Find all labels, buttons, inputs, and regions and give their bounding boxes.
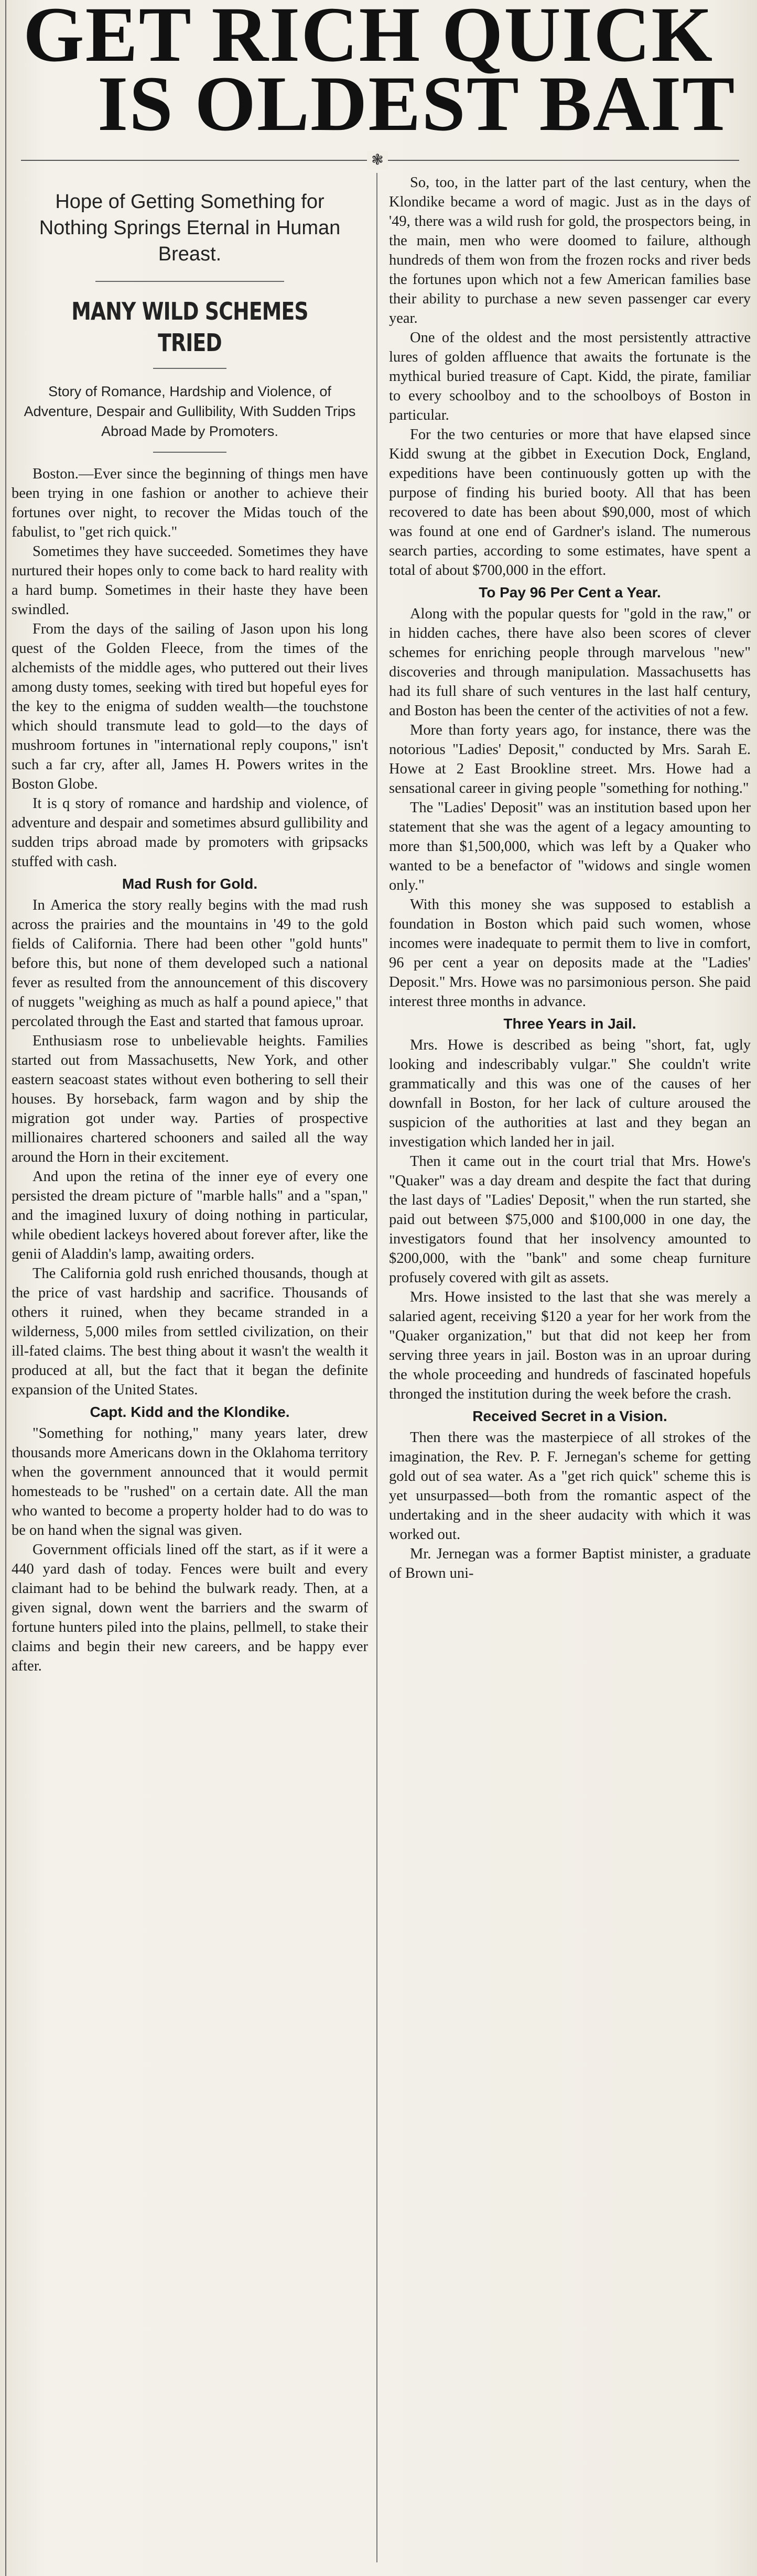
paragraph: The California gold rush enriched thousands, though at the price of vast hardship and sacrifice. Thousands of others it ruined, when they became stranded in a wilderness, 5,000 miles from settled civilization, on their ill-fated claims. The best thing about it wasn't the wealth it produced at all, but the fact that it began the definite expansion of the United States. [12,1265,368,1398]
paragraph: The "Ladies' Deposit" was an institution based upon her statement that she was the agent of a legacy amounting to more than $1,500,000, which was left by a Quaker who wanted to be a benefactor of "widows and single women only." [389,800,751,893]
paragraph: And upon the retina of the inner eye of every one persisted the dream picture of "marble halls" and a "span," and the imagined luxury of doing nothing in particular, while obedient lackeys hovered about forever after, like the genii of Aladdin's lamp, awaiting orders. [12,1169,368,1262]
paragraph: Along with the popular quests for "gold in the raw," or in hidden caches, there have also been scores of clever schemes for enriching people through marvelous "new" discoveries and through manipulation. Massachusetts has had its full share of such ventures in the last half century, and Boston has been the center of the activities of not a few. [389,606,751,719]
deck-two: MANY WILD SCHEMES TRIED [71,297,308,357]
deck-one: Hope of Getting Something for Nothing Springs Eternal in Human Breast. [39,191,341,265]
deck-separator [95,281,284,282]
right-column [389,173,751,2568]
paragraph: More than forty years ago, for instance, there was the notorious "Ladies' Deposit," conducted by Mrs. Sarah E. Howe at 2 East Brookline street. Mrs. Howe had a sensational career in giving people "something for nothing." [389,722,751,796]
deck-separator [153,368,226,369]
paragraph: It is q story of romance and hardship and violence, of adventure and despair and sometimes absurd gullibility and sudden trips abroad made by promoters with gripsacks stuffed with cash. [12,795,368,870]
headline-line-2: IS OLDEST BAIT [98,60,736,147]
deck-separator [153,452,226,453]
paragraph: Mrs. Howe insisted to the last that she was merely a salaried agent, receiving $120 a year for her work from the "Quaker organization," but that did not keep her from serving three years in jail. Boston was in an uproar during the whole proceeding and hundreds of fascinated hopefuls thronged the institution during the week before the crash. [389,1289,751,1402]
section-heading: Capt. Kidd and the Klondike. [90,1404,290,1420]
headline-line-1: GET RICH QUICK [23,0,714,78]
paragraph: "Something for nothing," many years later, drew thousands more Americans down in the Oklahoma territory when the government announced that it would permit homesteads to be "rushed" on a certain date. All the man who wanted to become a property holder had to do was to be on hand when the signal was given. [12,1425,368,1538]
left-margin-rule [5,0,6,2576]
paragraph: With this money she was supposed to establish a foundation in Boston which paid such women, whose incomes were inadequate to permit them to live in comfort, 96 per cent a year on deposits made at the "Ladies' Deposit." Mrs. Howe was no parsimonious person. She paid interest three months in advance. [389,897,751,1010]
left-column [12,173,368,2568]
paragraph: Enthusiasm rose to unbelievable heights. Families started out from Massachusetts, New York, and other eastern seacoast states without even bothering to sell their houses. By horseback, farm wagon and by ship the migration got under way. Parties of prospective millionaires chartered schooners and sailed all the way around the Horn in their excitement. [12,1033,368,1165]
paragraph: Government officials lined off the start, as if it were a 440 yard dash of today. Fences were built and every claimant had to be behind the bulwark ready. Then, at a given signal, down went the barriers and the swarm of fortune hunters piled into the plains, pellmell, to stake their claims and begin their new careers, and be happy ever after. [12,1542,368,1674]
section-heading: Three Years in Jail. [503,1016,636,1032]
ornament-icon: ❃ [367,151,388,170]
section-heading: Received Secret in a Vision. [472,1408,667,1424]
paragraph: So, too, in the latter part of the last century, when the Klondike became a word of magic. Just as in the days of '49, there was a wild rush for gold, the prospectors being, in the main, men who were doomed to failure, although hundreds of them won from the frozen rocks and river beds the fortunes upon which not a few American families base their ability to purchase a new seven passenger car every year. [389,174,751,326]
paragraph: From the days of the sailing of Jason upon his long quest of the Golden Fleece, from the times of the alchemists of the middle ages, who puttered out their lives among dusty tomes, seeking with tired but hopeful eyes for the key to the enigma of sudden wealth—the touchstone which should transmute lead to gold—to the days of mushroom fortunes in "international reply coupons," isn't such a far cry, after all, James H. Powers writes in the Boston Globe. [12,621,368,792]
section-heading: To Pay 96 Per Cent a Year. [479,584,661,601]
paragraph: Boston.—Ever since the beginning of things men have been trying in one fashion or another to achieve their fortunes over night, to recover the Midas touch of the fabulist, to "get rich quick." [12,466,368,540]
paragraph: Then it came out in the court trial that Mrs. Howe's "Quaker" was a day dream and despite the fact that during the last days of "Ladies' Deposit," when the run started, she paid out between $75,000 and $100,000 in one day, the investigators found that her insolvency amounted to $200,000, with the "bank" and some cheap furniture profusely covered with gilt as assets. [389,1153,751,1286]
paragraph: For the two centuries or more that have elapsed since Kidd swung at the gibbet in Execution Dock, England, expeditions have been continuously gotten up with the purpose of finding his buried booty. All that has been recovered to date has been about $90,000, most of which was found at one end of Gardner's island. The numerous search parties, according to some estimates, have spent a total of about $700,000 in the effort. [389,427,751,578]
paragraph: In America the story really begins with the mad rush across the prairies and the mountains in '49 to the gold fields of California. There had been other "gold hunts" before this, but none of them developed such a national fever as resulted from the announcement of this discovery of nuggets "weighing as much as half a pound apiece," that percolated through the East and started that famous uproar. [12,897,368,1030]
deck-three: Story of Romance, Hardship and Violence, of Adventure, Despair and Gullibility, With Sudden Trips Abroad Made by Promoters. [24,384,356,439]
paragraph: One of the oldest and the most persistently attractive lures of golden affluence that awaits the fortunate is the mythical buried treasure of Capt. Kidd, the pirate, familiar to every schoolboy and to the schoolboys of Boston in particular. [389,330,751,423]
paragraph: Then there was the masterpiece of all strokes of the imagination, the Rev. P. F. Jernegan's scheme for getting gold out of sea water. As a "get rich quick" scheme this is yet unsurpassed—both from the romantic aspect of the undertaking and in the sheer audacity with which it was worked out. [389,1429,751,1543]
paragraph: Mr. Jernegan was a former Baptist minister, a graduate of Brown uni- [389,1546,751,1581]
paragraph: Mrs. Howe is described as being "short, fat, ugly looking and indescribably vulgar." She couldn't write grammatically and this was one of the causes of her downfall in Boston, for her lack of culture aroused the suspicion of the authorities at last and they began an investigation which landed her in jail. [389,1037,751,1150]
paragraph: Sometimes they have succeeded. Sometimes they have nurtured their hopes only to come back to hard reality with a hard bump. Sometimes in their haste they have been swindled. [12,543,368,618]
column-rule [376,173,377,2562]
section-heading: Mad Rush for Gold. [122,876,258,892]
